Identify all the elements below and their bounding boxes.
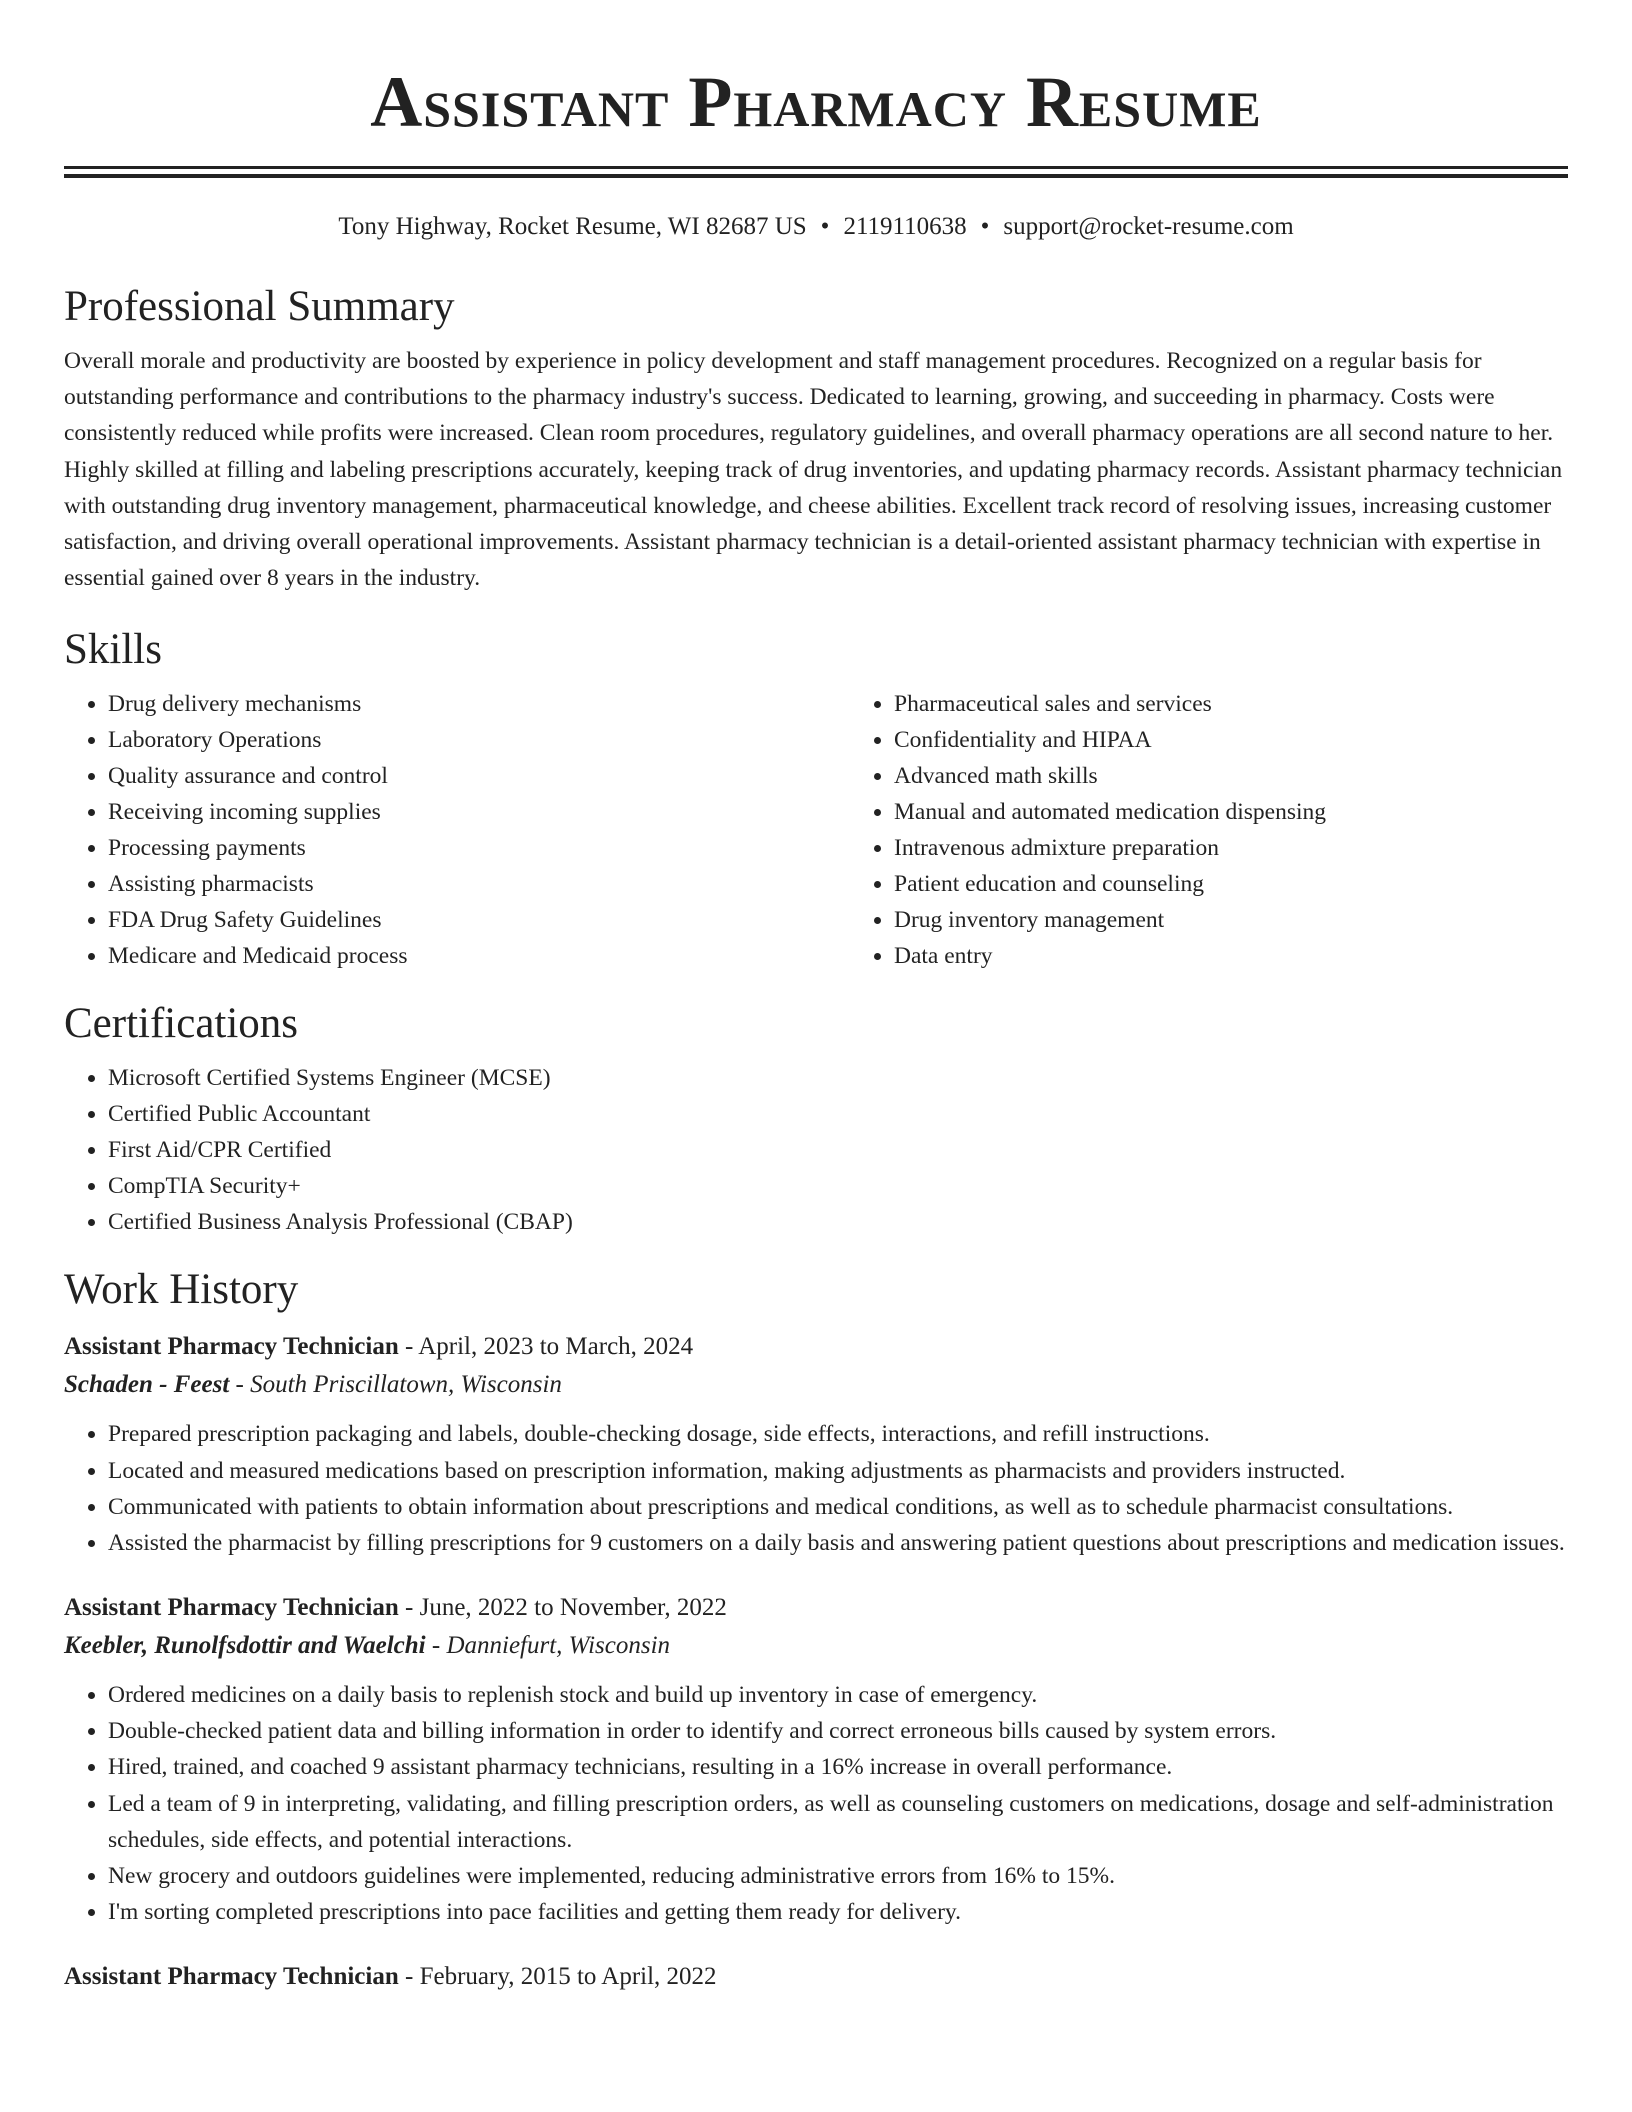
job-duties [64,1677,1568,1931]
job-duty: • Double-checked patient data and billing information in order to identify and correct erroneous bills caused by system errors. [108,1713,1568,1749]
job-title-line [64,1328,1568,1366]
skill-item: • Receiving incoming supplies [108,794,850,830]
job-company-line [64,1627,1568,1665]
job-duty: • I'm sorting completed prescriptions into pace facilities and getting them ready for delivery. [108,1894,1568,1930]
skill-item: • Laboratory Operations [108,722,850,758]
skill-item: • Manual and automated medication dispensing [894,794,1632,830]
job-title: Assistant Pharmacy Technician [64,1333,399,1361]
title-divider [64,166,1568,178]
job-duties [64,1416,1568,1561]
certification-item: • First Aid/CPR Certified [108,1132,1568,1168]
job-duty: • Prepared prescription packaging and labels, double-checking dosage, side effects, interactions, and refill instructions. [108,1416,1568,1452]
job-title-line [64,1589,1568,1627]
job-title-line [64,1958,1568,1996]
skill-item: • Patient education and counseling [894,866,1632,902]
job-title: Assistant Pharmacy Technician [64,1593,399,1621]
certifications-heading: Certifications [64,1000,299,1048]
skill-item: • Processing payments [108,830,850,866]
skill-item: • FDA Drug Safety Guidelines [108,902,850,938]
job-company: Keebler, Runolfsdottir and Waelchi [64,1631,426,1659]
certifications-list [64,1060,1568,1240]
job-duty: • Located and measured medications based on prescription information, making adjustments as pharmacists and providers instructed. [108,1453,1568,1489]
contact-separator: • [820,213,830,240]
summary-heading: Professional Summary [64,283,455,330]
skill-item: • Drug inventory management [894,902,1632,938]
skills-heading: Skills [64,626,162,674]
job-entry [64,1958,1568,1996]
skills-columns [64,686,1568,974]
job-title: Assistant Pharmacy Technician [64,1962,399,1990]
skill-item: • Advanced math skills [894,758,1632,794]
skill-item: • Assisting pharmacists [108,866,850,902]
skill-item: • Intravenous admixture preparation [894,830,1632,866]
skills-list-right [850,686,1632,974]
certification-item: • Certified Public Accountant [108,1096,1568,1132]
certification-item: • Microsoft Certified Systems Engineer (MCSE) [108,1060,1568,1096]
contact-email: support@rocket-resume.com [1003,213,1294,240]
contact-address: Tony Highway, Rocket Resume, WI 82687 US [338,213,807,240]
job-duty: • Led a team of 9 in interpreting, validating, and filling prescription orders, as well as counseling customers on medications, dosage and self-administration schedules, side effects, and potential interactions. [108,1786,1568,1859]
job-duty: • Assisted the pharmacist by filling prescriptions for 9 customers on a daily basis and answering patient questions about prescriptions and medication issues. [108,1525,1568,1561]
skill-item: • Drug delivery mechanisms [108,686,850,722]
work-history-heading: Work History [64,1266,299,1314]
skill-item: • Quality assurance and control [108,758,850,794]
job-duty: • New grocery and outdoors guidelines were implemented, reducing administrative errors from 16% to 15%. [108,1858,1568,1894]
job-entry [64,1589,1568,1931]
skill-item: • Confidentiality and HIPAA [894,722,1632,758]
job-duty: • Ordered medicines on a daily basis to replenish stock and build up inventory in case of emergency. [108,1677,1568,1713]
job-location: - South Priscillatown, Wisconsin [229,1371,562,1399]
certification-item: • CompTIA Security+ [108,1168,1568,1204]
job-dates: - February, 2015 to April, 2022 [398,1962,717,1990]
contact-line [64,211,1568,243]
certification-item: • Certified Business Analysis Professional (CBAP) [108,1204,1568,1240]
resume-title: Assistant Pharmacy Resume [370,62,1262,142]
job-company-line [64,1366,1568,1404]
job-dates: - April, 2023 to March, 2024 [398,1333,694,1361]
job-company: Schaden - Feest [64,1371,230,1399]
job-entry [64,1328,1568,1561]
job-location: - Danniefurt, Wisconsin [425,1631,671,1659]
job-duty: • Hired, trained, and coached 9 assistant pharmacy technicians, resulting in a 16% increase in overall performance. [108,1749,1568,1785]
skill-item: • Data entry [894,938,1632,974]
contact-separator: • [980,213,990,240]
skill-item: • Pharmaceutical sales and services [894,686,1632,722]
summary-text: Overall morale and productivity are boosted by experience in policy development and staff management procedures. Recognized on a regular basis for outstanding performance and contributions to the pharmacy industry's success. Dedicated to learning, growing, and succeeding in pharmacy. Costs were consistently reduced while profits were increased. Clean room procedures, regulatory guidelines, and overall pharmacy operations are all second nature to her. Highly skilled at filling and labeling prescriptions accurately, keeping track of drug inventories, and updating pharmacy records. Assistant pharmacy technician with outstanding drug inventory management, pharmaceutical knowledge, and cheese abilities. Excellent track record of resolving issues, increasing customer satisfaction, and driving overall operational improvements. Assistant pharmacy technician is a detail-oriented assistant pharmacy technician with expertise in essential gained over 8 years in the industry. [64,348,1563,592]
job-dates: - June, 2022 to November, 2022 [398,1593,727,1621]
job-duty: • Communicated with patients to obtain information about prescriptions and medical conditions, as well as to schedule pharmacist consultations. [108,1489,1568,1525]
contact-phone: 2119110638 [843,213,967,240]
skill-item: • Medicare and Medicaid process [108,938,850,974]
skills-list-left [64,686,850,974]
